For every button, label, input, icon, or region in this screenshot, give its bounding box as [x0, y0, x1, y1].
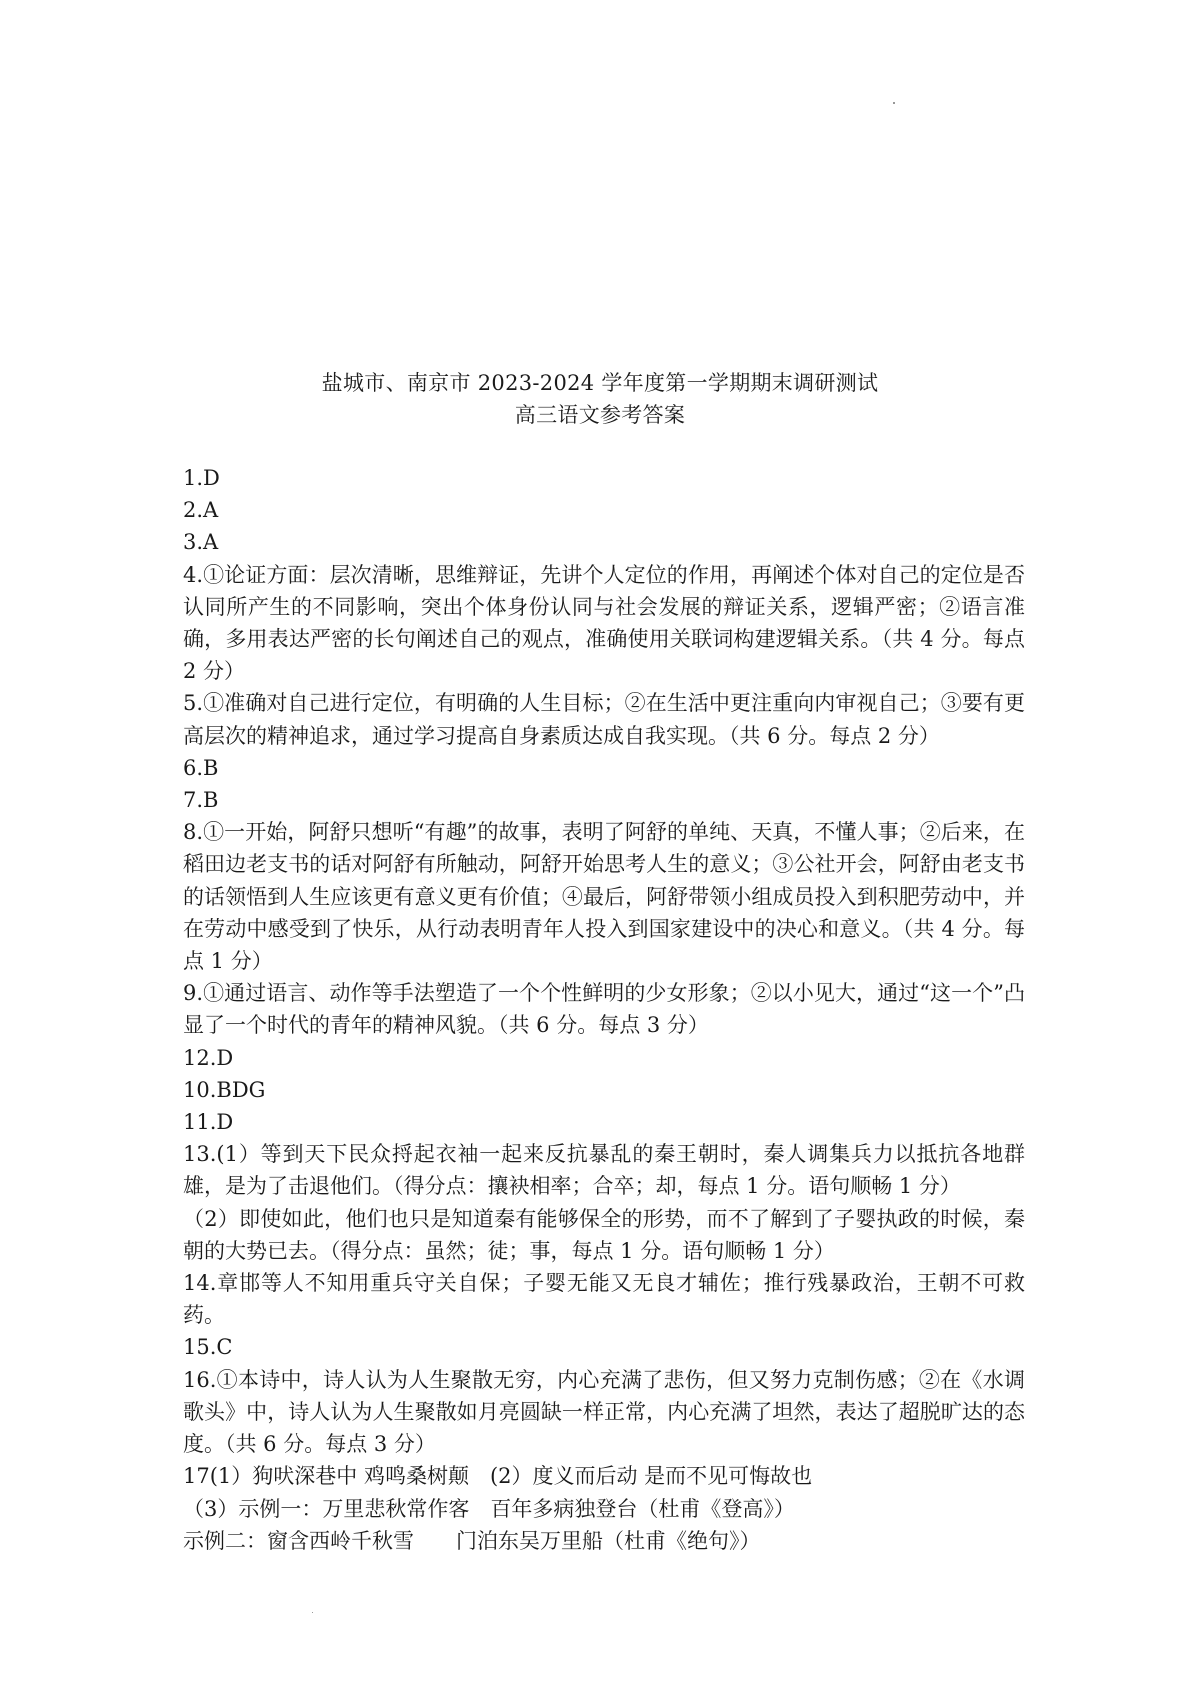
answer-item: 6.B	[183, 755, 219, 780]
answer-item: （3）示例一：万里悲秋常作客 百年多病独登台（杜甫《登高》）	[183, 1496, 795, 1521]
answer-item: 16.①本诗中，诗人认为人生聚散无穷，内心充满了悲伤，但又努力克制伤感；②在《水调歌头》中，诗人认为人生聚散如月亮圆缺一样正常，内心充满了坦然，表达了超脱旷达的态度。（共 6 分。每点 3 分）	[183, 1367, 1025, 1457]
answer-item: 14.章邯等人不知用重兵守关自保；子婴无能又无良才辅佐；推行残暴政治，王朝不可救药。	[183, 1271, 1025, 1328]
answer-item: 示例二：窗含西岭千秋雪 门泊东吴万里船（杜甫《绝句》）	[183, 1528, 761, 1553]
answer-item: 2.A	[183, 498, 219, 523]
answer-item: 11.D	[183, 1110, 234, 1135]
document-header	[0, 367, 1200, 431]
answer-item: 15.C	[183, 1335, 233, 1360]
answer-item: 7.B	[183, 788, 219, 813]
answer-item: 9.①通过语言、动作等手法塑造了一个个性鲜明的少女形象；②以小见大，通过“这一个”凸显了一个时代的青年的精神风貌。（共 6 分。每点 3 分）	[183, 981, 1025, 1038]
answer-item: 4.①论证方面：层次清晰，思维辩证，先讲个人定位的作用，再阐述个体对自己的定位是否认同所产生的不同影响，突出个体身份认同与社会发展的辩证关系，逻辑严密；②语言准确，多用表达严密的长句阐述自己的观点，准确使用关联词构建逻辑关系。（共 4 分。每点 2 分）	[183, 562, 1025, 684]
document-title: 盐城市、南京市 2023-2024 学年度第一学期期末调研测试	[321, 371, 879, 395]
answer-item: 17(1）狗吠深巷中 鸡鸣桑树颠 (2）度义而后动 是而不见可悔故也	[183, 1464, 813, 1489]
scan-speck	[893, 102, 895, 104]
answer-item: 1.D	[183, 466, 220, 490]
answer-item: 12.D	[183, 1045, 234, 1070]
answer-item: （2）即使如此，他们也只是知道秦有能够保全的形势，而不了解到了子婴执政的时候，秦朝的大势已去。（得分点：虽然；徒；事，每点 1 分。语句顺畅 1 分）	[183, 1206, 1025, 1263]
answer-item: 10.BDG	[183, 1077, 266, 1102]
answer-item: 3.A	[183, 530, 219, 555]
scan-speck	[312, 1612, 313, 1613]
answer-item: 8.①一开始，阿舒只想听“有趣”的故事，表明了阿舒的单纯、天真，不懂人事；②后来，在稻田边老支书的话对阿舒有所触动，阿舒开始思考人生的意义；③公社开会，阿舒由老支书的话领悟到人生应该更有意义更有价值；④最后，阿舒带领小组成员投入到积肥劳动中，并在劳动中感受到了快乐，从行动表明青年人投入到国家建设中的决心和意义。（共 4 分。每点 1 分）	[183, 820, 1025, 974]
answer-item: 13.(1）等到天下民众捋起衣袖一起来反抗暴乱的秦王朝时，秦人调集兵力以抵抗各地群雄，是为了击退他们。（得分点：攘袂相率；合卒；却，每点 1 分。语句顺畅 1 分）	[183, 1142, 1025, 1199]
answer-list	[183, 462, 1025, 1557]
document-subtitle: 高三语文参考答案	[514, 403, 686, 427]
answer-item: 5.①准确对自己进行定位，有明确的人生目标；②在生活中更注重向内审视自己；③要有更高层次的精神追求，通过学习提高自身素质达成自我实现。（共 6 分。每点 2 分）	[183, 691, 1025, 748]
